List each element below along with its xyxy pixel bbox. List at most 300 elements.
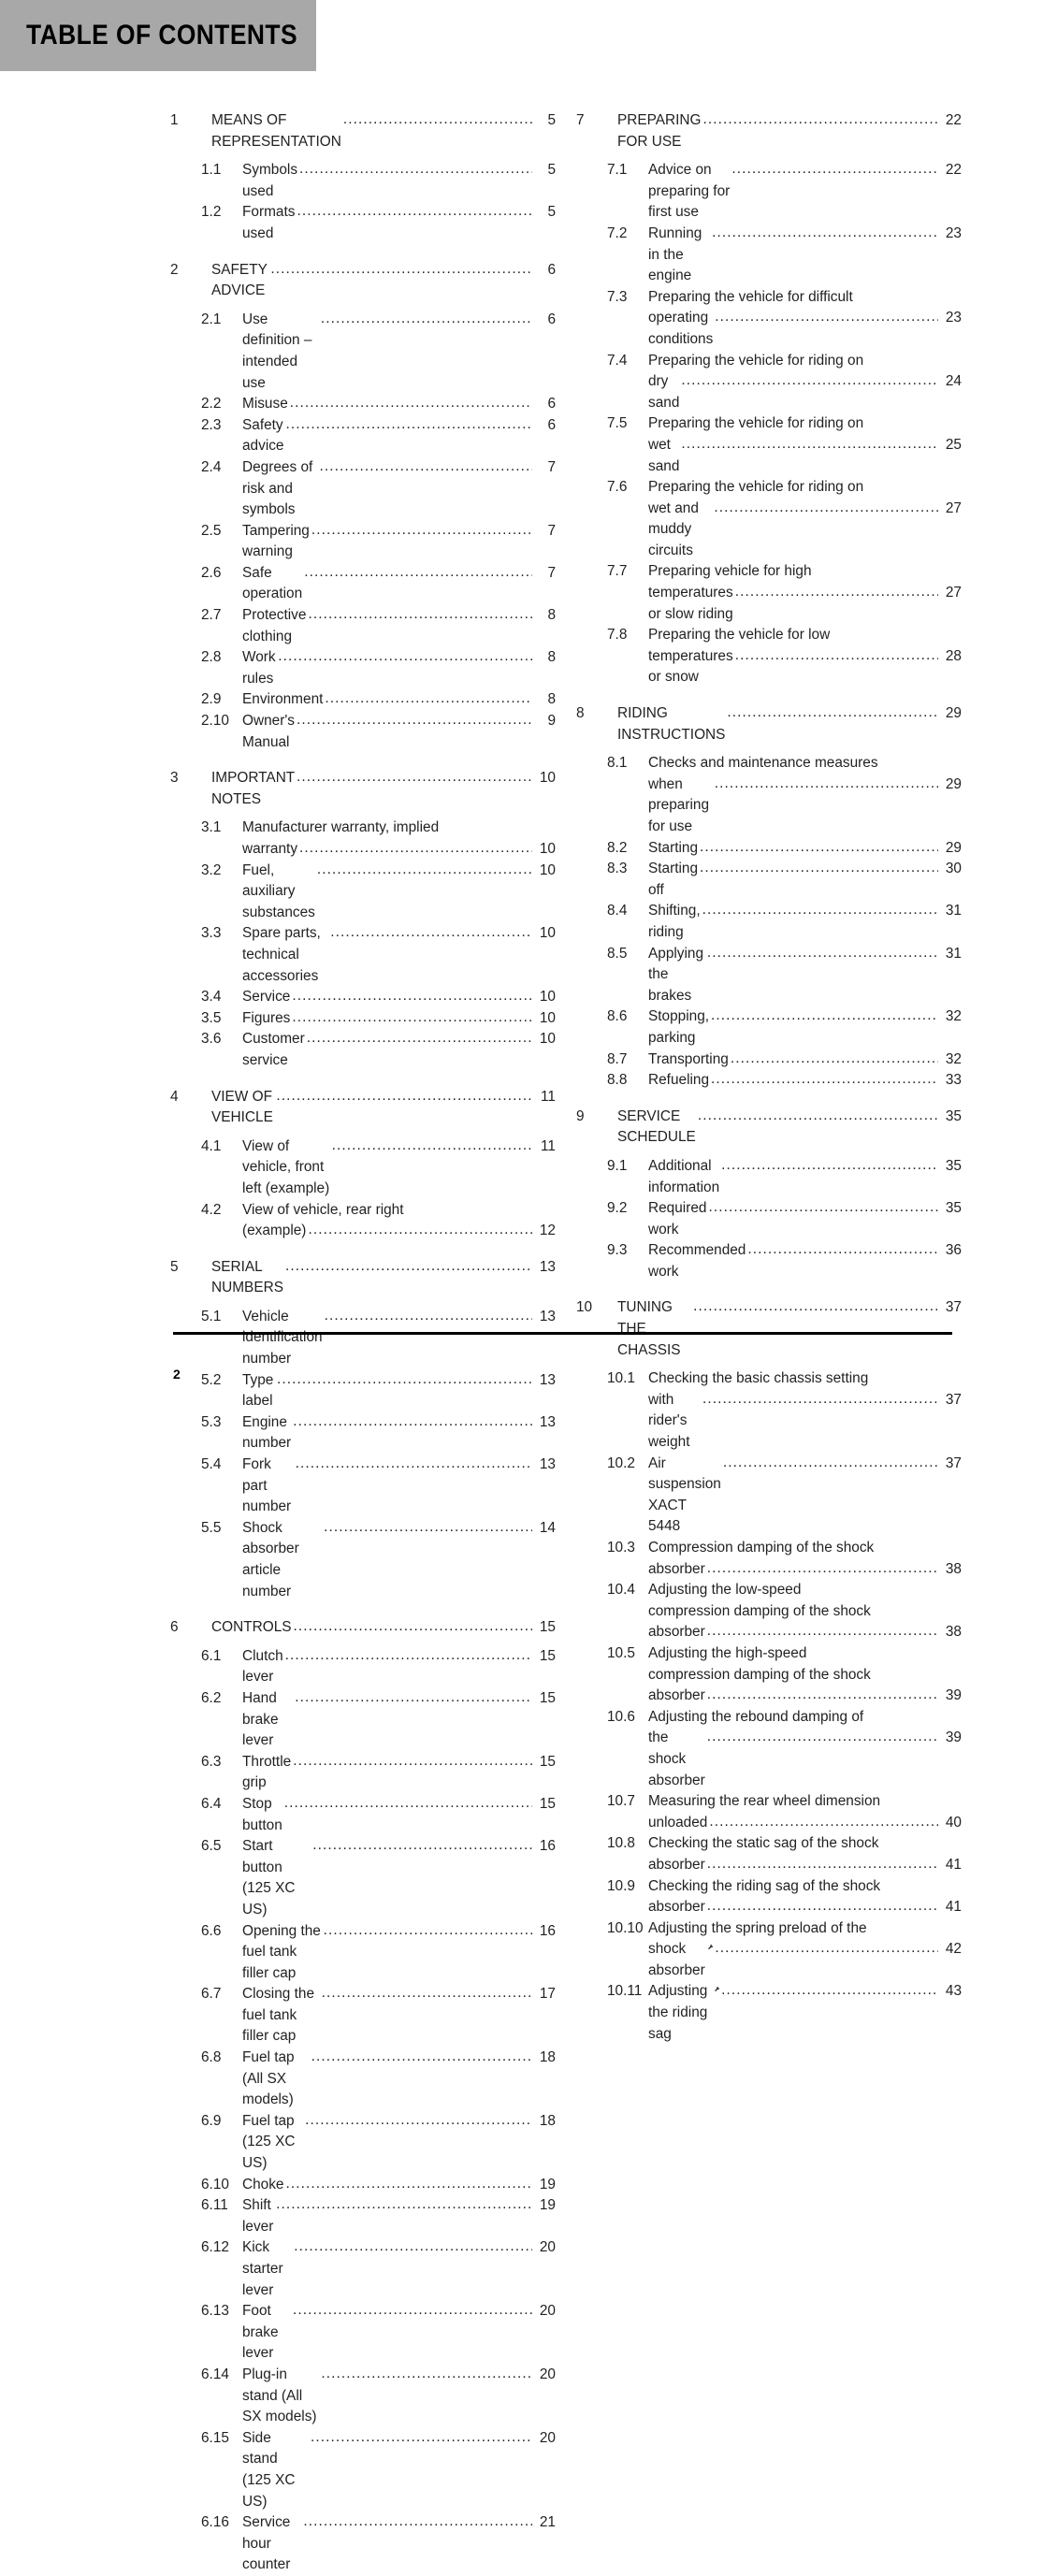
toc-section-entry[interactable]: [170, 415, 556, 457]
toc-entry-number: 2.6: [201, 564, 222, 581]
toc-entry-number: 5.3: [201, 1413, 222, 1430]
toc-entry-line: [242, 160, 556, 202]
toc-entry-title: Fuel, auxiliary substances: [242, 861, 315, 920]
toc-page-number: 12: [539, 1223, 556, 1239]
toc-page-number: 21: [539, 2514, 556, 2531]
toc-section-entry[interactable]: [170, 605, 556, 647]
toc-leader-dots: [297, 710, 532, 731]
toc-entry-number: 8: [576, 705, 585, 722]
toc-entry-line: [648, 1156, 962, 1198]
toc-entry-title: with rider's weight: [648, 1391, 691, 1451]
toc-entry-line: [211, 260, 556, 302]
toc-page-number: 13: [539, 1258, 556, 1275]
toc-leader-dots: [293, 2300, 532, 2322]
toc-entry-title: Side stand (125 XC US): [242, 2429, 299, 2510]
toc-entry-body: [648, 838, 962, 860]
toc-entry-title: Type label: [242, 1371, 278, 1410]
toc-entry-body: [648, 1643, 962, 1707]
toc-entry-title: Safety advice: [242, 416, 287, 455]
toc-entry-title: Manufacturer warranty, implied: [242, 819, 440, 836]
toc-section-entry[interactable]: [576, 1791, 962, 1833]
toc-entry-title: Checking the static sag of the shock: [648, 1835, 879, 1852]
toc-section-entry[interactable]: [170, 2048, 556, 2111]
toc-leader-dots: [311, 520, 532, 542]
toc-section-entry[interactable]: [170, 1370, 556, 1412]
toc-leader-dots: [698, 1106, 938, 1127]
toc-entry-line: [648, 1559, 962, 1581]
toc-entry-number: 3.2: [201, 861, 222, 878]
toc-section-entry[interactable]: [576, 561, 962, 625]
toc-entry-title: Customer service: [242, 1031, 309, 1068]
toc-entry-title: Refueling: [648, 1072, 710, 1089]
toc-leader-dots: [284, 1793, 532, 1815]
toc-section-entry[interactable]: [170, 2428, 556, 2512]
toc-entry-number: 6.4: [201, 1795, 222, 1812]
toc-leader-dots: [681, 434, 938, 456]
toc-section-entry[interactable]: [576, 901, 962, 943]
toc-page-number: 20: [539, 2366, 556, 2382]
toc-section-entry[interactable]: [170, 818, 556, 860]
toc-entry-body: [648, 160, 962, 224]
toc-entry-title: Use definition – intended use: [242, 311, 316, 391]
toc-entry-line: [242, 394, 556, 415]
toc-section-entry[interactable]: [170, 987, 556, 1008]
toc-entry-body: [648, 1156, 962, 1198]
toc-entry-body: [242, 1518, 556, 1602]
toc-leader-dots: [324, 1920, 532, 1942]
toc-section-entry[interactable]: [170, 160, 556, 202]
toc-entry-line: [648, 1368, 962, 1390]
toc-entry-line: [242, 2365, 556, 2428]
page-number: 2: [173, 1367, 181, 1382]
toc-entry-number: 1.1: [201, 162, 222, 179]
toc-leader-dots: [304, 562, 532, 584]
toc-chapter-entry[interactable]: [170, 1617, 556, 1639]
toc-entry-number: 7.6: [607, 479, 628, 496]
toc-entry-body: [648, 351, 962, 414]
toc-section-entry[interactable]: [170, 1454, 556, 1518]
toc-entry-body: [648, 625, 962, 688]
toc-entry-body: [242, 2237, 556, 2301]
toc-page-number: 10: [539, 861, 556, 878]
toc-section-entry[interactable]: [170, 2365, 556, 2428]
toc-entry-title: PREPARING FOR USE: [617, 112, 705, 150]
toc-section-entry[interactable]: [576, 1070, 962, 1092]
toc-section-entry[interactable]: [170, 310, 556, 394]
toc-section-entry[interactable]: [576, 1981, 962, 2045]
toc-section-entry[interactable]: [170, 2512, 556, 2576]
toc-entry-line: [648, 224, 962, 287]
toc-page-number: 7: [547, 458, 556, 475]
toc-leader-dots: [305, 2110, 532, 2132]
toc-entry-line: [648, 1198, 962, 1240]
toc-entry-number: 10.4: [607, 1582, 635, 1599]
toc-page-number: 16: [539, 1922, 556, 1939]
toc-entry-title: Adjusting the high-speed: [648, 1644, 807, 1661]
toc-entry-body: [648, 1198, 962, 1240]
toc-entry-body: [242, 2301, 556, 2365]
toc-chapter-entry[interactable]: [576, 703, 962, 745]
toc-page-number: 15: [539, 1689, 556, 1706]
toc-chapter-entry[interactable]: [576, 1297, 962, 1361]
toc-entry-title: Transporting: [648, 1050, 729, 1067]
toc-entry-title: Compression damping of the shock: [648, 1540, 875, 1556]
toc-entry-title: Spare parts, technical accessories: [242, 925, 326, 984]
toc-section-entry[interactable]: [170, 923, 556, 987]
toc-entry-title: Closing the fuel tank filler cap: [242, 1986, 319, 2045]
toc-entry-line: [648, 477, 962, 499]
toc-section-entry[interactable]: [170, 1200, 556, 1242]
toc-page-number: 11: [541, 1088, 556, 1105]
toc-entry-body: [648, 287, 962, 351]
toc-leader-dots: [702, 1389, 938, 1411]
toc-entry-line: [242, 415, 556, 457]
toc-chapter-entry[interactable]: [170, 768, 556, 810]
toc-entry-title: Preparing the vehicle for riding on: [648, 415, 864, 432]
toc-entry-number: 10.7: [607, 1793, 635, 1810]
toc-entry-body: [242, 2195, 556, 2237]
toc-entry-title: Figures: [242, 1009, 291, 1026]
toc-entry-body: [648, 944, 962, 1007]
toc-entry-number: 8.5: [607, 945, 628, 962]
toc-page-number: 8: [547, 607, 556, 624]
toc-entry-line: [242, 1412, 556, 1454]
toc-section-entry[interactable]: [576, 224, 962, 287]
toc-page-number: 10: [539, 770, 556, 787]
toc-entry-body: [242, 1921, 556, 1985]
toc-section-entry[interactable]: [170, 1921, 556, 1985]
toc-section-entry[interactable]: [170, 521, 556, 563]
toc-entry-line: [242, 1752, 556, 1794]
toc-entry-body: [242, 1454, 556, 1518]
toc-entry-line: [242, 1688, 556, 1752]
toc-entry-title: Starting: [648, 839, 699, 856]
toc-entry-title: wet sand: [648, 436, 680, 474]
toc-page-number: 5: [547, 162, 556, 179]
toc-entry-title: MEANS OF REPRESENTATION: [211, 112, 341, 150]
toc-entry-line: [242, 711, 556, 753]
toc-entry-title: compression damping of the shock: [648, 1666, 871, 1683]
toc-leader-dots: [317, 860, 532, 881]
toc-entry-title: Degrees of risk and symbols: [242, 458, 317, 518]
toc-section-entry[interactable]: [576, 1876, 962, 1918]
toc-section-entry[interactable]: [170, 1752, 556, 1794]
toc-section-entry[interactable]: [170, 689, 556, 711]
toc-entry-title: absorber: [648, 1687, 705, 1704]
toc-page-number: 15: [539, 1795, 556, 1812]
toc-section-entry[interactable]: [170, 2237, 556, 2301]
toc-entry-title: Advice on preparing for first use: [648, 162, 734, 221]
toc-entry-body: [242, 605, 556, 647]
toc-page-number: 6: [547, 261, 556, 278]
toc-entry-line: [242, 861, 556, 924]
toc-entry-line: [242, 1136, 556, 1200]
toc-entry-line: [648, 1049, 962, 1071]
toc-leader-dots: [278, 646, 532, 668]
toc-chapter-entry[interactable]: [170, 110, 556, 152]
toc-page-number: 13: [539, 1371, 556, 1388]
toc-section-entry[interactable]: [576, 1454, 962, 1538]
toc-entry-line: [648, 774, 962, 838]
toc-leader-dots: [307, 1028, 532, 1049]
toc-entry-number: 2.4: [201, 458, 222, 475]
toc-entry-title: Preparing the vehicle for low: [648, 627, 831, 644]
toc-entry-body: [648, 1580, 962, 1643]
toc-page-number: 7: [547, 564, 556, 581]
toc-section-entry[interactable]: [576, 753, 962, 837]
toc-entry-title: Foot brake lever: [242, 2303, 282, 2362]
toc-entry-body: [648, 1006, 962, 1049]
toc-entry-line: [617, 110, 962, 152]
toc-entry-number: 6.7: [201, 1986, 222, 2003]
toc-entry-line: [242, 1370, 556, 1412]
toc-section-entry[interactable]: [170, 1412, 556, 1454]
toc-leader-dots: [285, 414, 532, 436]
toc-entry-line: [648, 859, 962, 901]
toc-leader-dots: [735, 645, 938, 667]
toc-entry-title: Starting off: [648, 861, 702, 898]
toc-entry-number: 9.3: [607, 1242, 628, 1259]
toc-section-entry[interactable]: [576, 1643, 962, 1707]
toc-entry-number: 7.5: [607, 415, 628, 432]
toc-entry-line: [648, 160, 962, 224]
toc-leader-dots: [296, 1454, 532, 1475]
toc-section-entry[interactable]: [170, 1688, 556, 1752]
toc-entry-body: [211, 1617, 556, 1639]
toc-entry-body: [242, 1008, 556, 1030]
toc-leader-dots: [322, 1983, 532, 2004]
toc-section-entry[interactable]: [170, 1646, 556, 1688]
toc-section-entry[interactable]: [170, 1518, 556, 1602]
toc-section-entry[interactable]: [576, 1156, 962, 1198]
toc-page-number: 15: [539, 1753, 556, 1770]
toc-entry-line: [648, 625, 962, 646]
toc-chapter-entry[interactable]: [170, 1257, 556, 1299]
toc-entry-number: 7.8: [607, 627, 628, 644]
toc-entry-title: Symbols used: [242, 162, 302, 199]
toc-entry-line: [648, 1876, 962, 1898]
toc-section-entry[interactable]: [576, 625, 962, 688]
toc-page-number: 19: [539, 2176, 556, 2192]
toc-entry-body: [242, 2365, 556, 2428]
toc-entry-line: [242, 2048, 556, 2111]
toc-entry-title: unloaded: [648, 1814, 708, 1831]
toc-entry-line: [648, 944, 962, 1007]
toc-section-entry[interactable]: [576, 1368, 962, 1453]
toc-entry-number: 7.3: [607, 288, 628, 305]
toc-section-entry[interactable]: [170, 2195, 556, 2237]
toc-entry-line: [242, 1836, 556, 1920]
toc-page-number: 37: [945, 1391, 962, 1408]
toc-leader-dots: [731, 1049, 938, 1070]
toc-section-entry[interactable]: [576, 838, 962, 860]
toc-entry-line: [242, 1921, 556, 1985]
toc-entry-number: 8.7: [607, 1050, 628, 1067]
toc-entry-line: [648, 1791, 962, 1813]
toc-entry-body: [211, 1257, 556, 1299]
toc-chapter-entry[interactable]: [170, 260, 556, 302]
toc-leader-dots: [294, 2236, 532, 2258]
toc-entry-body: [648, 753, 962, 837]
toc-page-number: 23: [945, 224, 962, 241]
toc-section-entry[interactable]: [170, 202, 556, 244]
page-title: TABLE OF CONTENTS: [26, 20, 298, 51]
toc-section-entry[interactable]: [576, 1240, 962, 1282]
toc-leader-dots: [747, 1239, 938, 1261]
toc-leader-dots: [299, 838, 532, 860]
toc-leader-dots: [707, 1854, 938, 1875]
toc-entry-body: [242, 2111, 556, 2175]
toc-section-entry[interactable]: [576, 1580, 962, 1643]
toc-section-entry[interactable]: [170, 457, 556, 521]
toc-entry-line: [648, 435, 962, 477]
toc-section-entry[interactable]: [576, 1833, 962, 1875]
toc-entry-body: [648, 1833, 962, 1875]
toc-page-number: 41: [945, 1856, 962, 1873]
toc-page-number: 36: [945, 1242, 962, 1259]
toc-section-entry[interactable]: [576, 1198, 962, 1240]
toc-entry-line: [648, 1728, 962, 1791]
toc-page-number: 7: [547, 522, 556, 539]
toc-entry-body: [648, 1707, 962, 1791]
toc-entry-body: [617, 703, 962, 745]
toc-entry-body: [242, 310, 556, 394]
toc-section-entry[interactable]: [170, 647, 556, 689]
toc-page-number: 6: [547, 396, 556, 412]
toc-section-entry[interactable]: [170, 1136, 556, 1200]
toc-page-number: 23: [945, 310, 962, 326]
toc-entry-line: [242, 1794, 556, 1836]
toc-section-entry[interactable]: [170, 1984, 556, 2048]
toc-page-number: 40: [945, 1814, 962, 1831]
toc-entry-body: [242, 861, 556, 924]
toc-leader-dots: [731, 159, 938, 181]
toc-section-entry[interactable]: [170, 2301, 556, 2365]
toc-entry-title: when preparing for use: [648, 775, 714, 834]
toc-page-number: 20: [539, 2429, 556, 2446]
toc-entry-number: 6.11: [201, 2197, 228, 2214]
toc-section-entry[interactable]: [576, 859, 962, 901]
toc-page-number: 37: [945, 1454, 962, 1471]
toc-leader-dots: [308, 604, 532, 626]
toc-section-entry[interactable]: [170, 2111, 556, 2175]
toc-entry-number: 6.2: [201, 1689, 222, 1706]
toc-section-entry[interactable]: [170, 563, 556, 605]
toc-section-entry[interactable]: [170, 1029, 556, 1071]
toc-entry-number: 3: [170, 770, 179, 787]
toc-leader-dots: [286, 2174, 533, 2195]
toc-entry-line: [242, 923, 556, 987]
toc-entry-title: SERIAL NUMBERS: [211, 1258, 283, 1296]
toc-entry-body: [211, 260, 556, 302]
toc-entry-line: [648, 646, 962, 688]
toc-section-entry[interactable]: [576, 477, 962, 561]
toc-section-entry[interactable]: [170, 711, 556, 753]
toc-section-entry[interactable]: [576, 351, 962, 414]
toc-page-number: 31: [945, 945, 962, 962]
toc-page-number: 27: [945, 499, 962, 516]
toc-entry-title: absorber: [648, 1624, 705, 1641]
toc-entry-number: 6.15: [201, 2429, 229, 2446]
toc-chapter-entry[interactable]: [170, 1087, 556, 1129]
toc-section-entry[interactable]: [576, 1049, 962, 1071]
toc-leader-dots: [721, 1980, 938, 2002]
toc-entry-line: [648, 1538, 962, 1559]
toc-entry-number: 10.6: [607, 1708, 635, 1725]
toc-section-entry[interactable]: [170, 1794, 556, 1836]
toc-entry-line: [242, 2237, 556, 2301]
toc-entry-line: [648, 1454, 962, 1538]
toc-section-entry[interactable]: [576, 1918, 962, 1982]
toc-entry-line: [242, 2175, 556, 2196]
toc-section-entry[interactable]: [576, 413, 962, 477]
toc-page-number: 20: [539, 2303, 556, 2320]
toc-entry-title: VIEW OF VEHICLE: [211, 1088, 277, 1126]
toc-entry-number: 4.2: [201, 1201, 222, 1218]
toc-section-entry[interactable]: [170, 2175, 556, 2196]
toc-section-entry[interactable]: [576, 1707, 962, 1791]
toc-entry-line: [648, 1580, 962, 1601]
toc-page-number: 30: [945, 861, 962, 877]
toc-section-entry[interactable]: [170, 1307, 556, 1370]
toc-leader-dots: [311, 2047, 532, 2068]
toc-section-entry[interactable]: [576, 1538, 962, 1580]
toc-section-entry[interactable]: [576, 1006, 962, 1049]
toc-entry-title: warranty: [242, 841, 298, 857]
toc-chapter-entry[interactable]: [576, 110, 962, 152]
toc-entry-line: [648, 1390, 962, 1454]
toc-section-entry[interactable]: [170, 394, 556, 415]
toc-entry-number: 7.1: [607, 162, 628, 179]
toc-entry-body: [242, 202, 556, 244]
toc-entry-number: 5.2: [201, 1371, 222, 1388]
toc-entry-title: the shock absorber: [648, 1729, 705, 1788]
toc-entry-title: Hand brake lever: [242, 1689, 282, 1749]
toc-section-entry[interactable]: [170, 861, 556, 924]
toc-entry-number: 10.10: [607, 1919, 644, 1936]
toc-section-entry[interactable]: [576, 287, 962, 351]
toc-page-number: 35: [945, 1157, 962, 1174]
toc-section-entry[interactable]: [576, 944, 962, 1007]
toc-section-entry[interactable]: [170, 1836, 556, 1920]
toc-chapter-entry[interactable]: [576, 1107, 962, 1149]
toc-entry-line: [648, 371, 962, 413]
toc-entry-title: Choke: [242, 2176, 284, 2192]
toc-entry-title: Applying the brakes: [648, 945, 708, 1004]
toc-section-entry[interactable]: [576, 160, 962, 224]
toc-entry-line: [648, 1918, 962, 1940]
toc-page-number: 27: [945, 585, 962, 601]
toc-page-number: 10: [539, 1009, 556, 1026]
toc-entry-number: 2.3: [201, 416, 222, 433]
toc-section-entry[interactable]: [170, 1008, 556, 1030]
toc-entry-title: TUNING THE CHASSIS: [617, 1299, 681, 1358]
toc-page-number: 18: [539, 2112, 556, 2129]
toc-leader-dots: [321, 309, 532, 330]
toc-entry-number: 10.2: [607, 1454, 635, 1471]
toc-entry-number: 2: [170, 261, 179, 278]
toc-entry-number: 2.7: [201, 607, 222, 624]
toc-entry-title: Service: [242, 989, 291, 1006]
toc-entry-line: [242, 2512, 556, 2576]
toc-entry-number: 1: [170, 112, 179, 128]
toc-entry-body: [242, 1794, 556, 1836]
toc-page-number: 22: [945, 162, 962, 179]
toc-entry-title: SAFETY ADVICE: [211, 261, 271, 299]
toc-leader-dots: [712, 223, 938, 244]
toc-leader-dots: [321, 2364, 532, 2385]
toc-leader-dots: [707, 1621, 938, 1643]
